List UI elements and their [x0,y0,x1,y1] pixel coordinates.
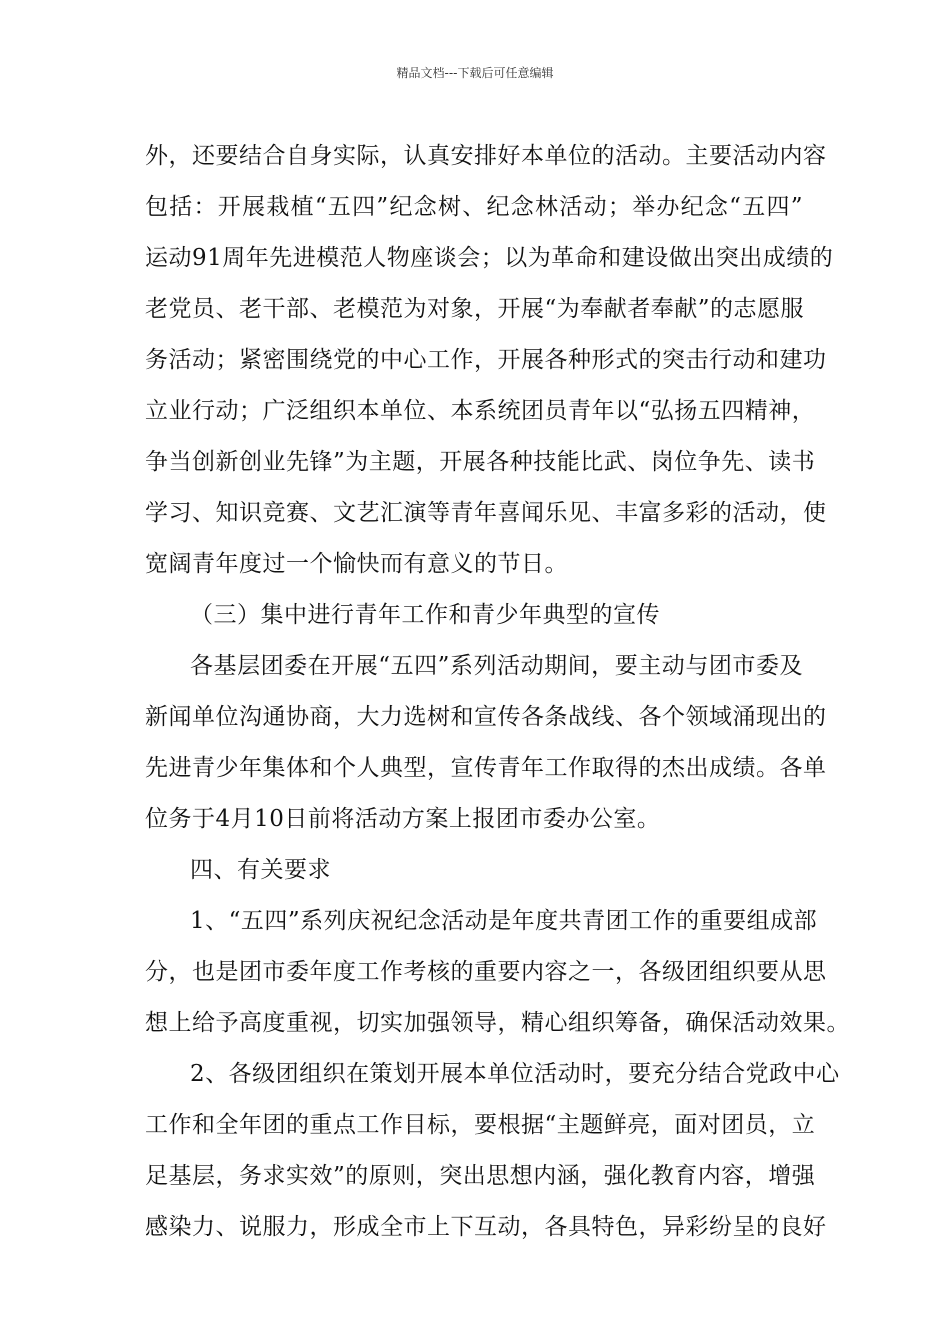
paragraph-line: 足基层，务求实效”的原则，突出思想内涵，强化教育内容，增强 [145,1163,816,1189]
paragraph-line: 先进青少年集体和个人典型，宣传青年工作取得的杰出成绩。各单 [145,755,827,781]
paragraph-line: 分，也是团市委年度工作考核的重要内容之一，各级团组织要从思 [145,959,827,985]
paragraph-line: 新闻单位沟通协商，大力选树和宣传各条战线、各个领域涌现出的 [145,704,827,730]
paragraph-line: 1、“五四”系列庆祝纪念活动是年度共青团工作的重要组成部 [190,908,818,934]
paragraph-line: 想上给予高度重视，切实加强领导，精心组织筹备，确保活动效果。 [145,1010,850,1036]
paragraph-line: 宽阔青年度过一个愉快而有意义的节日。 [145,551,568,577]
section-heading: （三）集中进行青年工作和青少年典型的宣传 [190,602,660,628]
page-header: 精品文档---下载后可任意编辑 [396,66,554,80]
section-heading: 四、有关要求 [190,857,331,883]
paragraph-line: 位务于4月10日前将活动方案上报团市委办公室。 [145,806,661,832]
paragraph-line: 争当创新创业先锋”为主题，开展各种技能比武、岗位争先、读书 [145,449,816,475]
paragraph-line: 老党员、老干部、老模范为对象，开展“为奉献者奉献”的志愿服 [145,296,805,322]
paragraph-line: 立业行动；广泛组织本单位、本系统团员青年以“弘扬五四精神， [145,398,816,424]
paragraph-line: 学习、知识竞赛、文艺汇演等青年喜闻乐见、丰富多彩的活动，使 [145,500,827,526]
paragraph-line: 各基层团委在开展“五四”系列活动期间，要主动与团市委及 [190,653,803,679]
paragraph-line: 工作和全年团的重点工作目标，要根据“主题鲜亮，面对团员，立 [145,1112,816,1138]
paragraph-line: 包括：开展栽植“五四”纪念树、纪念林活动；举办纪念“五四” [145,194,803,220]
paragraph-line: 务活动；紧密围绕党的中心工作，开展各种形式的突击行动和建功 [145,347,827,373]
paragraph-line: 2、各级团组织在策划开展本单位活动时，要充分结合党政中心 [190,1061,840,1087]
paragraph-line: 外，还要结合自身实际，认真安排好本单位的活动。主要活动内容 [145,143,827,169]
paragraph-line: 感染力、说服力，形成全市上下互动，各具特色，异彩纷呈的良好 [145,1214,827,1240]
paragraph-line: 运动91周年先进模范人物座谈会；以为革命和建设做出突出成绩的 [145,245,834,271]
